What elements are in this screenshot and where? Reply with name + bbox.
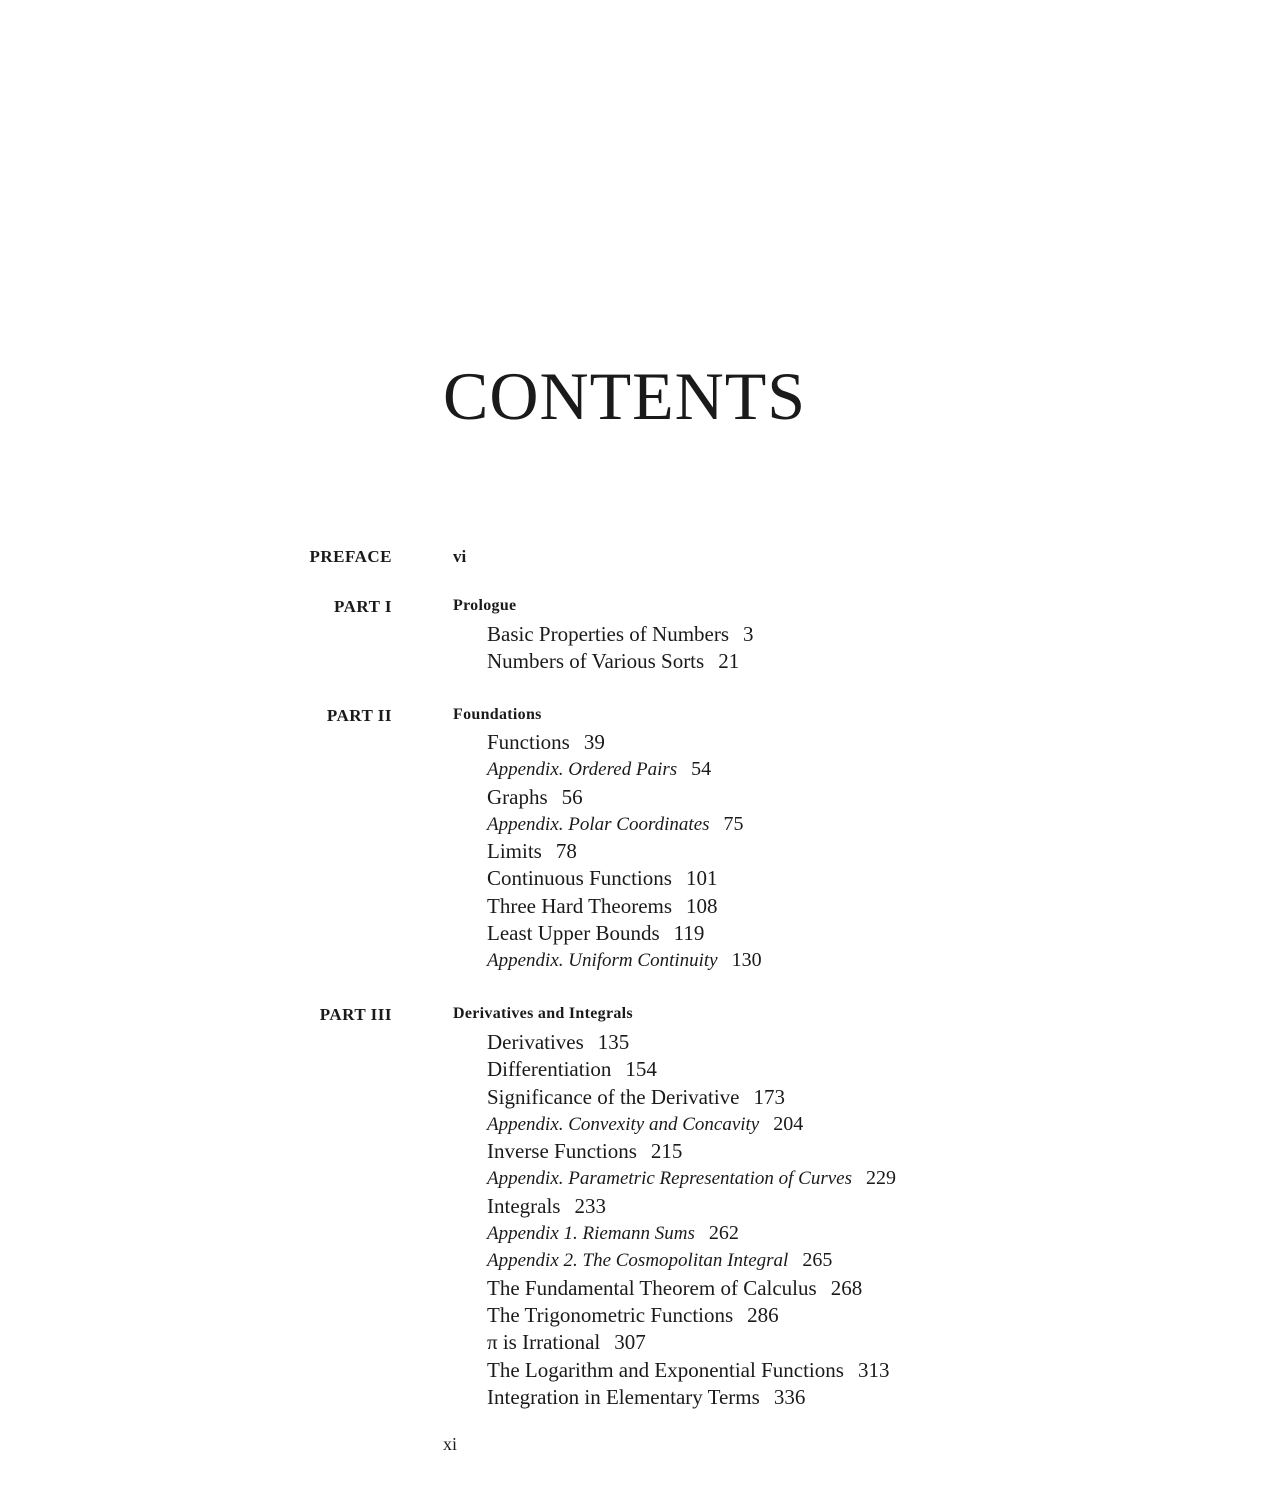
part-label: PART II (326, 706, 392, 725)
entry-title: The Logarithm and Exponential Functions (487, 1357, 844, 1382)
page-folio: xi (443, 1434, 458, 1454)
entry-page-number: 39 (583, 730, 605, 754)
entry-page-number: 75 (723, 812, 744, 835)
entry-title: Appendix. Polar Coordinates (487, 813, 710, 835)
entry-title-line (487, 648, 739, 675)
entry-page-number: 135 (597, 1030, 630, 1054)
entry-title: Least Upper Bounds (487, 921, 660, 946)
entry-title-line (487, 784, 583, 811)
entry-title-line (487, 1084, 785, 1111)
entry-title-line (487, 1138, 682, 1165)
entry-title: Appendix 1. Riemann Sums (487, 1223, 695, 1245)
entry-title: Basic Properties of Numbers (487, 622, 730, 646)
part-label: PART I (334, 597, 392, 616)
part-title: Foundations (453, 706, 542, 723)
entry-page-number: 3 (743, 622, 754, 646)
entry-page-number: 173 (753, 1084, 785, 1109)
entry-title: Significance of the Derivative (487, 1084, 740, 1109)
entry-page-number: 307 (614, 1330, 646, 1355)
entry-page-number: 54 (691, 758, 712, 781)
preface-page-number: vi (453, 547, 467, 566)
entry-title: Numbers of Various Sorts (487, 649, 705, 674)
entry-title-line (487, 1357, 889, 1384)
entry-title-line (487, 1247, 832, 1274)
entry-title: Differentiation (487, 1057, 612, 1082)
entry-title: The Trigonometric Functions (487, 1302, 734, 1327)
entry-title: π is Irrational (487, 1330, 601, 1355)
entry-title: Integrals (487, 1193, 561, 1218)
entry-title-line (487, 920, 704, 947)
entry-title: Appendix. Parametric Representation of Curves (487, 1168, 852, 1190)
entry-title: Limits (487, 839, 542, 864)
entry-title-line (487, 1384, 805, 1411)
entry-title: Continuous Functions (487, 866, 672, 891)
entry-title: The Fundamental Theorem of Calculus (487, 1275, 817, 1300)
entry-title: Three Hard Theorems (487, 893, 673, 918)
entry-title-line (487, 1193, 606, 1220)
entry-title-line (487, 811, 744, 838)
entry-page-number: 78 (555, 839, 577, 864)
entry-title: Appendix 2. The Cosmopolitan Integral (487, 1250, 789, 1272)
entry-title-line (487, 1302, 779, 1329)
entry-title-line (487, 838, 577, 865)
entry-title-line (487, 947, 762, 974)
entry-title: Appendix. Uniform Continuity (487, 950, 718, 972)
entry-title-line (487, 1029, 629, 1056)
entry-title: Integration in Elementary Terms (487, 1384, 760, 1409)
entry-title-line (487, 1220, 739, 1247)
entry-page-number: 215 (650, 1139, 683, 1164)
entry-title-line (487, 1165, 896, 1192)
entry-page-number: 21 (718, 649, 740, 674)
part-title: Derivatives and Integrals (453, 1005, 633, 1022)
entry-page-number: 286 (747, 1302, 779, 1327)
entry-title-line (487, 621, 754, 648)
entry-title-line (487, 756, 711, 783)
entry-title-line (487, 729, 605, 756)
entry-page-number: 313 (857, 1357, 890, 1382)
part-title: Prologue (453, 597, 517, 614)
entry-page-number: 229 (865, 1167, 896, 1190)
entry-title: Appendix. Convexity and Concavity (487, 1113, 760, 1135)
entry-title-line (487, 893, 718, 920)
preface-label: PREFACE (309, 547, 392, 566)
entry-page-number: 101 (685, 866, 718, 891)
entry-title-line (487, 1275, 862, 1302)
entry-title: Derivatives (487, 1030, 584, 1054)
entry-page-number: 336 (773, 1384, 806, 1409)
entry-title: Appendix. Ordered Pairs (487, 759, 678, 781)
entry-title-line (487, 865, 717, 892)
page-title: CONTENTS (443, 357, 807, 434)
entry-title: Functions (487, 730, 570, 754)
entry-title-line (487, 1111, 803, 1138)
part-label: PART III (319, 1005, 392, 1024)
entry-title: Inverse Functions (487, 1139, 637, 1164)
entry-title-line (487, 1329, 646, 1356)
entry-page-number: 119 (673, 921, 705, 946)
entry-page-number: 233 (574, 1193, 606, 1218)
entry-page-number: 154 (625, 1057, 657, 1082)
entry-title: Graphs (487, 784, 548, 809)
entry-page-number: 108 (686, 893, 718, 918)
entry-page-number: 56 (561, 784, 583, 809)
entry-title-line (487, 1056, 657, 1083)
entry-page-number: 130 (731, 949, 762, 972)
entry-page-number: 265 (802, 1249, 833, 1272)
entry-page-number: 204 (773, 1112, 804, 1135)
entry-page-number: 262 (708, 1222, 739, 1245)
entry-page-number: 268 (830, 1275, 863, 1300)
